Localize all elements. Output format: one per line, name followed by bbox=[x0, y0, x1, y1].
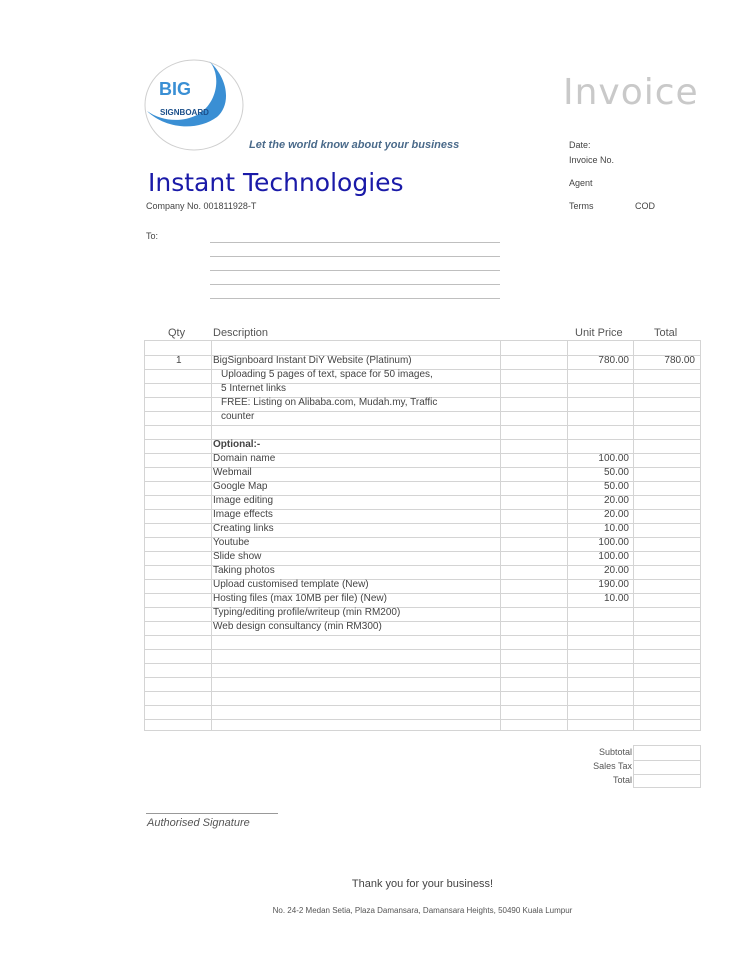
row-description: Web design consultancy (min RM300) bbox=[213, 621, 382, 632]
invoice-no-label: Invoice No. bbox=[569, 155, 615, 165]
to-address-line bbox=[210, 284, 500, 285]
row-description: Slide show bbox=[213, 551, 262, 562]
row-description: Google Map bbox=[213, 481, 268, 492]
row-unit-price: 100.00 bbox=[598, 551, 629, 562]
invoice-title: Invoice bbox=[563, 72, 699, 113]
to-label: To: bbox=[146, 231, 159, 241]
row-unit-price: 190.00 bbox=[598, 579, 629, 590]
row-divider bbox=[145, 719, 700, 720]
row-description: Image editing bbox=[213, 495, 274, 506]
logo-signboard-text: SIGNBOARD bbox=[160, 108, 209, 117]
row-description: Taking photos bbox=[213, 565, 275, 576]
row-description: Webmail bbox=[213, 467, 252, 478]
sales-tax-label: Sales Tax bbox=[593, 761, 632, 771]
to-address-line bbox=[210, 298, 500, 299]
column-divider bbox=[500, 341, 501, 730]
row-total: 780.00 bbox=[664, 355, 695, 366]
column-divider bbox=[567, 341, 568, 730]
row-description: Youtube bbox=[213, 537, 250, 548]
tagline: Let the world know about your business bbox=[249, 139, 460, 151]
row-description: Typing/editing profile/writeup (min RM200) bbox=[213, 607, 401, 618]
logo-big-text: BIG bbox=[159, 79, 192, 99]
total-label: Total bbox=[612, 775, 632, 785]
row-unit-price: 10.00 bbox=[603, 523, 629, 534]
row-description: FREE: Listing on Alibaba.com, Mudah.my, Traffic bbox=[221, 397, 438, 408]
row-qty: 1 bbox=[176, 355, 182, 366]
row-unit-price: 780.00 bbox=[598, 355, 629, 366]
row-unit-price: 20.00 bbox=[603, 495, 629, 506]
row-divider bbox=[145, 663, 700, 664]
row-divider bbox=[145, 425, 700, 426]
thank-you-note: Thank you for your business! bbox=[351, 878, 494, 890]
subtotal-label: Subtotal bbox=[598, 747, 632, 757]
row-unit-price: 20.00 bbox=[603, 509, 629, 520]
row-description: Domain name bbox=[213, 453, 276, 464]
row-divider bbox=[145, 649, 700, 650]
row-unit-price: 50.00 bbox=[603, 467, 629, 478]
terms-value: COD bbox=[635, 201, 655, 211]
row-description: counter bbox=[221, 411, 255, 422]
row-divider bbox=[145, 635, 700, 636]
row-description: Hosting files (max 10MB per file) (New) bbox=[213, 593, 387, 604]
row-unit-price: 50.00 bbox=[603, 481, 629, 492]
totals-divider bbox=[634, 760, 700, 761]
header-qty: Qty bbox=[168, 327, 186, 339]
header-unit-price: Unit Price bbox=[575, 327, 623, 339]
row-description: Upload customised template (New) bbox=[213, 579, 369, 590]
totals-divider bbox=[634, 774, 700, 775]
column-divider bbox=[633, 341, 634, 730]
company-address: No. 24-2 Medan Setia, Plaza Damansara, Damansara Heights, 50490 Kuala Lumpur bbox=[272, 906, 573, 915]
company-logo bbox=[143, 59, 245, 151]
header-total: Total bbox=[654, 327, 678, 339]
to-address-line bbox=[210, 242, 500, 243]
company-name: Instant Technologies bbox=[148, 168, 404, 197]
row-divider bbox=[145, 677, 700, 678]
row-divider bbox=[145, 691, 700, 692]
signature-label: Authorised Signature bbox=[147, 817, 250, 829]
optional-heading: Optional:- bbox=[213, 439, 261, 450]
column-divider bbox=[211, 341, 212, 730]
row-description: BigSignboard Instant DiY Website (Platinum) bbox=[213, 355, 412, 366]
row-divider bbox=[145, 705, 700, 706]
row-description: Uploading 5 pages of text, space for 50 images, bbox=[221, 369, 433, 380]
row-description: Creating links bbox=[213, 523, 274, 534]
signature-line bbox=[146, 813, 278, 814]
row-unit-price: 100.00 bbox=[598, 453, 629, 464]
company-number: Company No. 001811928-T bbox=[146, 201, 257, 211]
row-unit-price: 100.00 bbox=[598, 537, 629, 548]
row-description: Image effects bbox=[213, 509, 273, 520]
row-unit-price: 20.00 bbox=[603, 565, 629, 576]
row-description: 5 Internet links bbox=[221, 383, 287, 394]
terms-label: Terms bbox=[569, 201, 594, 211]
to-address-line bbox=[210, 270, 500, 271]
totals-box bbox=[633, 745, 701, 788]
to-address-line bbox=[210, 256, 500, 257]
agent-label: Agent bbox=[569, 178, 593, 188]
date-label: Date: bbox=[569, 140, 591, 150]
row-unit-price: 10.00 bbox=[603, 593, 629, 604]
header-description: Description bbox=[213, 327, 269, 339]
